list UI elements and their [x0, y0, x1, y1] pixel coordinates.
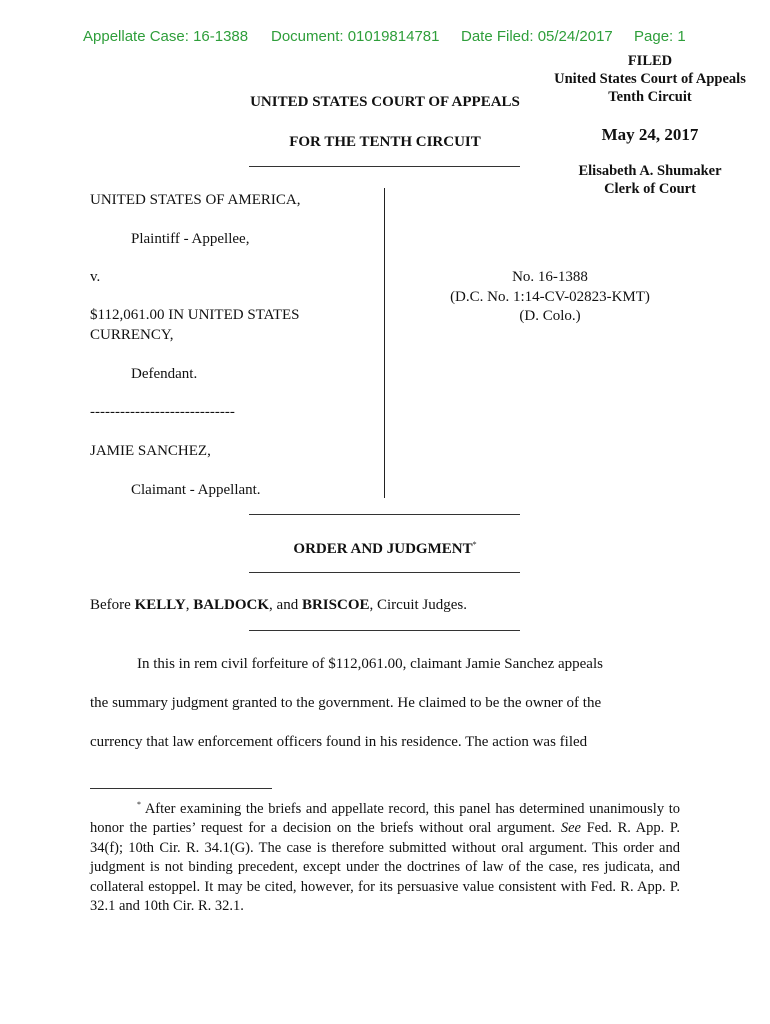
order-title-text: ORDER AND JUDGMENT — [293, 541, 473, 557]
court-circuit: FOR THE TENTH CIRCUIT — [289, 134, 481, 150]
case-number: No. 16-1388 — [512, 269, 588, 285]
footnote-see: See — [560, 820, 581, 837]
divider-rule — [249, 572, 520, 573]
divider-rule — [249, 630, 520, 631]
case-numbers — [400, 268, 700, 327]
separator: , and — [269, 597, 302, 613]
footnote-rule — [90, 788, 272, 789]
stamp-clerk-title: Clerk of Court — [604, 181, 696, 197]
district-case-number: (D.C. No. 1:14-CV-02823-KMT) — [450, 288, 650, 305]
order-title — [185, 540, 585, 558]
judge-kelly: KELLY — [134, 597, 186, 613]
court-title: UNITED STATES COURT OF APPEALS — [250, 94, 520, 110]
filed-stamp — [540, 52, 760, 198]
stamp-clerk-name: Elisabeth A. Shumaker — [578, 163, 722, 179]
caption-plaintiff: UNITED STATES OF AMERICA, — [90, 192, 301, 208]
caption-versus: v. — [90, 269, 101, 285]
before-prefix: Before — [90, 597, 135, 613]
body-line: the summary judgment granted to the government. He claimed to be the owner of the — [90, 695, 602, 711]
footnote-marker: * — [472, 540, 477, 549]
divider-rule — [249, 166, 520, 167]
body-line: currency that law enforcement officers found in his residence. The action was filed — [90, 734, 588, 750]
stamp-circuit: Tenth Circuit — [608, 89, 692, 105]
header-date-filed: Date Filed: 05/24/2017 — [461, 28, 613, 45]
stamp-court: United States Court of Appeals — [554, 71, 746, 87]
divider-rule — [249, 514, 520, 515]
caption-plaintiff-role: Plaintiff - Appellee, — [131, 231, 250, 247]
header-document-number: Document: 01019814781 — [271, 28, 440, 45]
header-case-number: Appellate Case: 16-1388 — [83, 28, 249, 45]
footnote — [90, 795, 680, 917]
caption-separator: ----------------------------- — [90, 404, 235, 420]
header-page-number: Page: 1 — [634, 28, 686, 45]
before-suffix: , Circuit Judges. — [369, 597, 467, 613]
stamp-date: May 24, 2017 — [601, 125, 699, 144]
footnote-text: After examining the briefs and appellate record, this panel has determined unanimously to honor the parties’ request for a decision on the briefs without oral argument. — [90, 800, 680, 837]
footnote-text-cont: Fed. R. App. P. 34(f); 10th Cir. R. 34.1(G). The case is therefore submitted without oral argument. This order and judgment is not binding precedent, except under the doctrines of law of the case, res judicata, and collateral estoppel. It may be cited, however, for its persuasive value consistent with Fed. R. App. P. 32.1 and 10th Cir. R. 32.1. — [90, 820, 680, 915]
judge-baldock: BALDOCK — [193, 597, 270, 613]
caption-claimant-role: Claimant - Appellant. — [131, 482, 261, 498]
district-court: (D. Colo.) — [519, 308, 581, 324]
caption-claimant: JAMIE SANCHEZ, — [90, 443, 211, 459]
caption-defendant-cont: CURRENCY, — [90, 327, 174, 343]
caption-divider — [384, 188, 385, 498]
footnote-mark: * — [137, 800, 141, 809]
stamp-filed: FILED — [627, 53, 673, 69]
caption-defendant: $112,061.00 IN UNITED STATES — [90, 307, 300, 323]
caption-defendant-role: Defendant. — [131, 366, 198, 382]
panel-judges — [90, 597, 467, 614]
judge-briscoe: BRISCOE — [301, 597, 370, 613]
separator: , — [185, 597, 194, 613]
body-line: In this in rem civil forfeiture of $112,061.00, claimant Jamie Sanchez appeals — [137, 656, 603, 672]
